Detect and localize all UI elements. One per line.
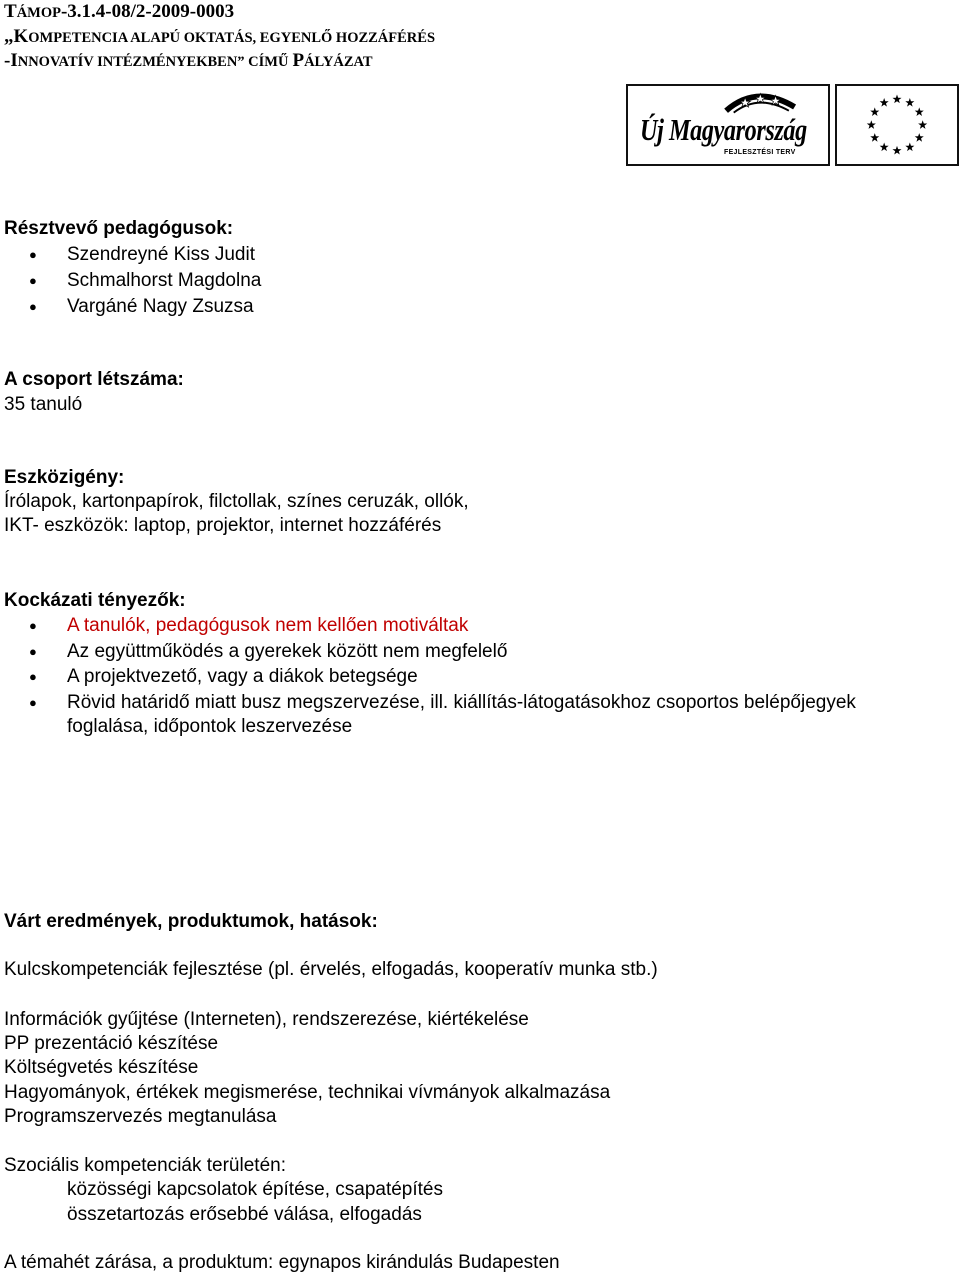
bullet-icon: ●: [29, 695, 37, 710]
bullet-icon: ●: [29, 299, 37, 314]
header-dash: -: [4, 50, 11, 71]
bullet-icon: ●: [29, 644, 37, 659]
social-heading: Szociális kompetenciák területén:: [4, 1155, 286, 1176]
risk-item: A tanulók, pedagógusok nem kellően motiváltak: [67, 615, 469, 636]
participant-item: Schmalhorst Magdolna: [67, 270, 262, 291]
tools-line: IKT- eszközök: laptop, projektor, internet hozzáférés: [4, 515, 442, 536]
closing-line: A témahét zárása, a produktum: egynapos kirándulás Budapesten: [4, 1252, 560, 1273]
eu-star-icon: [892, 95, 901, 104]
eu-star-icon: [905, 98, 914, 107]
tools-line: Írólapok, kartonpapírok, filctollak, színes ceruzák, ollók,: [4, 491, 469, 512]
header-initial: K: [13, 26, 29, 47]
tools-heading: Eszközigény:: [4, 467, 125, 488]
result-item: Költségvetés készítése: [4, 1057, 199, 1078]
result-item: PP prezentáció készítése: [4, 1033, 219, 1054]
risk-item: Az együttműködés a gyerekek között nem megfelelő: [67, 641, 508, 662]
uj-magyarorszag-logo: [626, 84, 830, 166]
header-line-3: [4, 50, 373, 72]
risk-item: Rövid határidő miatt busz megszervezése, ill. kiállítás-látogatásokhoz csoportos belépőjegyek: [67, 692, 856, 713]
header-initial: P: [292, 50, 305, 71]
key-competences: Kulcskompetenciák fejlesztése (pl. érvelés, elfogadás, kooperatív munka stb.): [4, 959, 658, 980]
eu-star-icon: [892, 146, 901, 155]
eu-star-icon: [880, 142, 889, 151]
eu-star-icon: [870, 133, 879, 142]
header-initial: I: [10, 50, 18, 71]
result-item: Hagyományok, értékek megismerése, technikai vívmányok alkalmazása: [4, 1082, 611, 1103]
header-line-1: [4, 1, 234, 23]
eu-star-icon: [915, 107, 924, 116]
logo-title: Új Magyarország: [640, 112, 807, 147]
eu-star-icon: [870, 107, 879, 116]
risk-item-continued: foglalása, időpontok leszervezése: [67, 716, 353, 737]
header-text: NNOVATÍV INTÉZMÉNYEKBEN: [17, 54, 238, 70]
participant-item: Szendreyné Kiss Judit: [67, 244, 255, 265]
header-text: ÁMOP: [16, 5, 61, 21]
social-item: közösségi kapcsolatok építése, csapatépítés: [67, 1179, 444, 1200]
group-heading: A csoport létszáma:: [4, 369, 184, 390]
header-text: OMPETENCIA ALAPÚ OKTATÁS, EGYENLŐ HOZZÁFÉRÉS: [28, 30, 436, 46]
eu-star-icon: [880, 98, 889, 107]
risk-item: A projektvezető, vagy a diákok betegsége: [67, 666, 418, 687]
eu-star-icon: [915, 133, 924, 142]
participant-item: Vargáné Nagy Zsuzsa: [67, 296, 254, 317]
eu-star-icon: [918, 120, 927, 129]
eu-stars-icon: [837, 86, 957, 164]
bullet-icon: ●: [29, 247, 37, 262]
header-line-2: [4, 26, 435, 48]
bullet-icon: ●: [29, 273, 37, 288]
bullet-icon: ●: [29, 669, 37, 684]
participants-heading: Résztvevő pedagógusok:: [4, 218, 234, 239]
social-item: összetartozás erősebbé válása, elfogadás: [67, 1204, 422, 1225]
result-item: Programszervezés megtanulása: [4, 1106, 277, 1127]
header-text: ÁLYÁZAT: [304, 54, 373, 70]
header-quote: „: [4, 26, 14, 47]
header-text: ” CÍMŰ: [237, 54, 289, 70]
logo-subtitle: FEJLESZTÉSI TERV: [724, 149, 796, 156]
header-code: -3.1.4-08/2-2009-0003: [60, 1, 235, 22]
eu-star-icon: [905, 142, 914, 151]
eu-star-icon: [867, 120, 876, 129]
eu-flag-logo: [835, 84, 959, 166]
group-value: 35 tanuló: [4, 394, 83, 415]
result-item: Információk gyűjtése (Interneten), rendszerezése, kiértékelése: [4, 1009, 529, 1030]
risks-heading: Kockázati tényezők:: [4, 590, 186, 611]
results-heading: Várt eredmények, produktumok, hatások:: [4, 911, 378, 932]
bullet-icon: ●: [29, 618, 37, 633]
header-initial: T: [4, 1, 17, 22]
